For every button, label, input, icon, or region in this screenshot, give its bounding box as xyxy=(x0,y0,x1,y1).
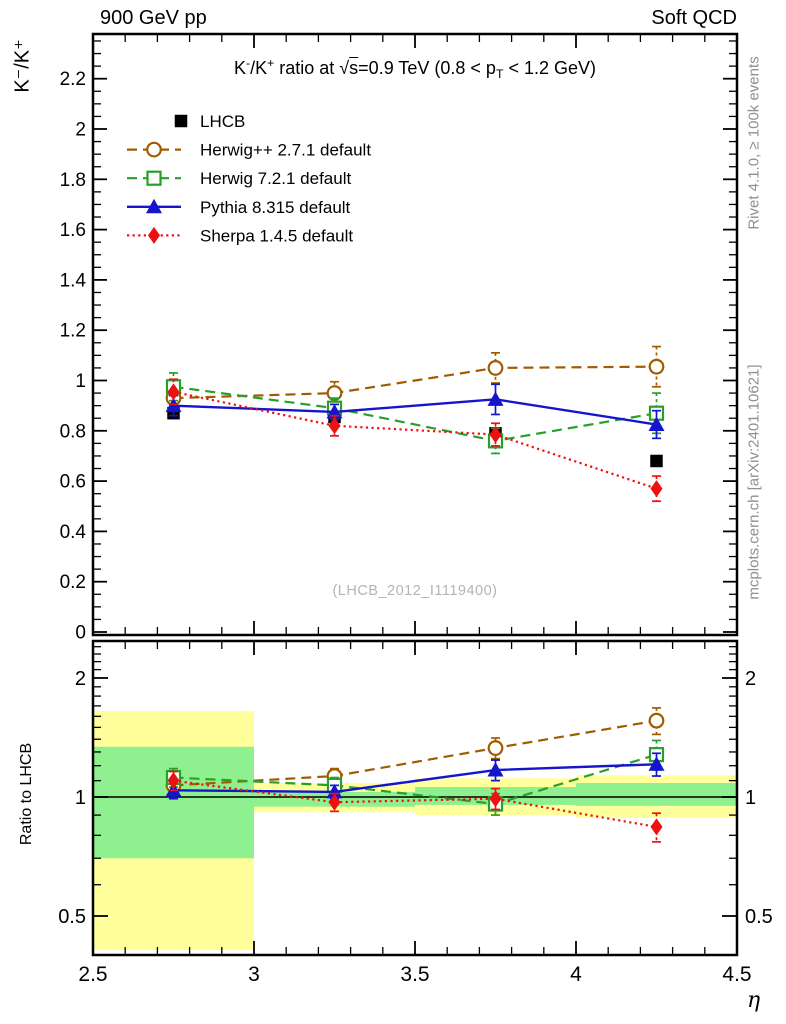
process-group-label: Soft QCD xyxy=(651,7,737,29)
main-panel-ticks xyxy=(60,34,737,644)
tick-label: 0.5 xyxy=(745,906,773,928)
legend-entry-sherpa-1-4-5-default xyxy=(127,226,353,245)
tick-label: 3 xyxy=(248,963,260,986)
tick-label: 0.8 xyxy=(59,421,86,443)
tick-label: 1.6 xyxy=(59,220,86,242)
tick-label: 1.2 xyxy=(59,320,86,342)
series-pythia-8-315-default-main xyxy=(166,384,665,438)
beam-energy-label: 900 GeV pp xyxy=(100,7,207,29)
title-segment: √ xyxy=(339,58,350,78)
tick-label: 1.8 xyxy=(59,169,86,191)
title-segment: T xyxy=(495,66,504,81)
stat-uncertainty-band xyxy=(576,783,737,806)
tick-label: 0 xyxy=(75,622,86,644)
title-segment: K xyxy=(233,58,246,78)
legend-entry-pythia-8-315-default xyxy=(127,198,351,217)
title-segment: - xyxy=(246,56,251,71)
series-sherpa-1-4-5-default-main xyxy=(168,379,663,501)
title-segment: < 1.2 GeV) xyxy=(503,58,596,78)
title-segment: /K xyxy=(250,58,268,78)
legend-label: Sherpa 1.4.5 default xyxy=(200,226,354,246)
legend-entry-herwig-7-2-1-default xyxy=(127,169,351,188)
y-axis-label-ratio: Ratio to LHCB xyxy=(18,742,35,846)
tick-label: 2.5 xyxy=(78,963,108,986)
title-segment: ratio at xyxy=(274,58,340,78)
tick-label: 0.6 xyxy=(59,471,86,493)
legend-label: LHCB xyxy=(200,112,246,131)
tick-label: 1 xyxy=(75,371,86,392)
legend-entry-lhcb xyxy=(175,112,246,131)
rivet-version-label: Rivet 4.1.0, ≥ 100k events xyxy=(745,56,763,230)
tick-label: 0.2 xyxy=(59,572,86,594)
y-axis-label-main: K⁻/K⁺ xyxy=(11,39,34,93)
tick-label: 0.4 xyxy=(59,521,86,543)
x-axis-label: η xyxy=(747,988,761,1013)
tick-label: 1 xyxy=(74,787,86,809)
analysis-id-watermark: (LHCB_2012_I1119400) xyxy=(332,583,498,599)
title-segment: =0.9 TeV (0.8 < p xyxy=(358,58,496,78)
legend-label: Herwig 7.2.1 default xyxy=(200,169,352,189)
chart-title xyxy=(93,58,737,79)
legend-entry-herwig-2-7-1-default xyxy=(127,141,371,160)
tick-label: 1.4 xyxy=(59,270,86,292)
stat-uncertainty-band xyxy=(93,747,254,858)
tick-label: 4.5 xyxy=(722,963,752,986)
tick-label: 2 xyxy=(75,119,86,141)
tick-label: 2 xyxy=(74,668,86,690)
series-lhcb-main xyxy=(167,407,663,467)
title-segment: + xyxy=(267,56,275,71)
tick-label: 0.5 xyxy=(58,906,86,928)
x-axis-tick-labels xyxy=(78,963,751,986)
legend-label: Herwig++ 2.7.1 default xyxy=(200,140,372,160)
series-herwig-2-7-1-default-main xyxy=(167,347,664,411)
tick-label: 2.2 xyxy=(59,69,86,91)
tick-label: 2 xyxy=(745,668,757,690)
tick-label: 3.5 xyxy=(400,963,430,986)
tick-label: 4 xyxy=(570,963,582,986)
mcplots-arxiv-label: mcplots.cern.ch [arXiv:2401.10621] xyxy=(745,364,763,600)
title-segment: s xyxy=(349,58,359,78)
main-panel-frame xyxy=(93,34,737,635)
legend-label: Pythia 8.315 default xyxy=(200,197,351,217)
legend xyxy=(127,112,371,245)
tick-label: 1 xyxy=(745,787,757,809)
